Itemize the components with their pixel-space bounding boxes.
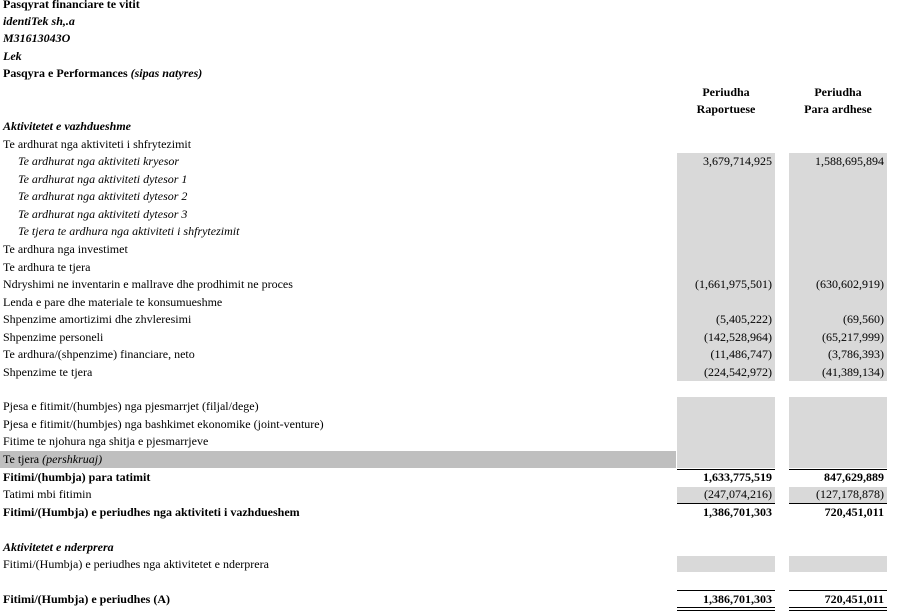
column-header-current xyxy=(677,84,775,118)
column-header-prior-line2: Para ardhese xyxy=(804,102,872,116)
statement-row xyxy=(0,451,900,468)
row-label: Fitimi/(humbja) para tatimit xyxy=(3,470,151,484)
row-label: Tatimi mbi fitimin xyxy=(3,487,92,501)
value-current: 1,633,775,519 xyxy=(703,470,772,484)
column-header-prior-line1: Periudha xyxy=(814,85,862,99)
column-header-prior xyxy=(789,84,887,118)
row-label: Te ardhura/(shpenzime) financiare, neto xyxy=(3,347,195,361)
row-label: Pjesa e fitimit/(humbjes) nga bashkimet ekonomike (joint-venture) xyxy=(3,417,324,431)
statement-row xyxy=(0,153,900,170)
row-label: Shpenzime amortizimi dhe zhvleresimi xyxy=(3,312,192,326)
statement-row xyxy=(0,433,900,450)
section-continuing xyxy=(0,118,900,135)
value-current: (11,486,747) xyxy=(710,347,772,361)
row-label: Fitimi/(Humbja) e periudhes nga aktivitetet e nderprera xyxy=(3,557,269,571)
statement-row xyxy=(0,241,900,258)
statement-row xyxy=(0,188,900,205)
row-label: Shpenzime te tjera xyxy=(3,365,93,379)
column-header-current-line1: Periudha xyxy=(702,85,750,99)
row-label: Te ardhurat nga aktiviteti dytesor 2 xyxy=(18,189,188,203)
row-label: Aktivitetet e nderprera xyxy=(3,540,114,554)
statement-title-text: Pasqyra e Performances xyxy=(3,66,128,80)
value-prior: (65,217,999) xyxy=(822,330,884,344)
total-row-period xyxy=(0,591,900,608)
row-label: Ndryshimi ne inventarin e mallrave dhe prodhimit ne proces xyxy=(3,277,293,291)
row-label: Te ardhurat nga aktiviteti dytesor 3 xyxy=(18,207,188,221)
statement-row xyxy=(0,294,900,311)
row-label: Te ardhurat nga aktiviteti i shfrytezimit xyxy=(3,137,192,151)
value-prior: (3,786,393) xyxy=(828,347,884,361)
row-label: Pjesa e fitimit/(humbjes) nga pjesmarrjet (filjal/dege) xyxy=(3,399,259,413)
value-current: (1,661,975,501) xyxy=(695,277,772,291)
statement-row xyxy=(0,556,900,573)
row-label-note: (pershkruaj) xyxy=(42,452,103,466)
final-double-line-prior xyxy=(789,607,887,611)
final-double-line-current xyxy=(677,607,775,611)
total-row-before-tax xyxy=(0,469,900,486)
value-prior: (69,560) xyxy=(843,312,884,326)
value-current: (247,074,216) xyxy=(704,487,772,501)
statement-row xyxy=(0,398,900,415)
statement-row xyxy=(0,276,900,293)
value-prior: (41,389,134) xyxy=(822,365,884,379)
statement-title xyxy=(3,65,202,82)
row-label: Te ardhurat nga aktiviteti dytesor 1 xyxy=(18,172,188,186)
value-current: (142,528,964) xyxy=(704,330,772,344)
value-prior: 1,588,695,894 xyxy=(815,154,884,168)
row-label: Lenda e pare dhe materiale te konsumueshme xyxy=(3,295,223,309)
value-prior: 847,629,889 xyxy=(824,470,884,484)
statement-row xyxy=(0,364,900,381)
row-label: Te tjera te ardhura nga aktiviteti i shfrytezimit xyxy=(18,224,240,238)
value-current: 1,386,701,303 xyxy=(703,592,772,606)
statement-row xyxy=(0,206,900,223)
total-row-continuing xyxy=(0,504,900,521)
currency-label: Lek xyxy=(3,49,22,63)
statement-row xyxy=(0,136,900,153)
row-label: Shpenzime personeli xyxy=(3,330,104,344)
statement-row xyxy=(0,346,900,363)
company-name: identiTek sh,.a xyxy=(3,14,75,28)
value-prior: (630,602,919) xyxy=(816,277,884,291)
company-nipt: M31613043O xyxy=(3,31,71,45)
statement-row xyxy=(0,329,900,346)
statement-row xyxy=(0,416,900,433)
value-prior: (127,178,878) xyxy=(816,487,884,501)
value-current: (224,542,972) xyxy=(704,365,772,379)
row-label: Fitimi/(Humbja) e periudhes nga aktiviteti i vazhdueshem xyxy=(3,505,300,519)
row-label: Te ardhura te tjera xyxy=(3,260,91,274)
statement-row xyxy=(0,486,900,503)
row-label: Te ardhura nga investimet xyxy=(3,242,128,256)
statement-row xyxy=(0,311,900,328)
row-label xyxy=(3,451,102,468)
statement-subtitle: (sipas natyres) xyxy=(130,66,203,80)
value-current: (5,405,222) xyxy=(716,312,772,326)
statement-row xyxy=(0,223,900,240)
value-prior: 720,451,011 xyxy=(824,505,884,519)
row-label-text: Te tjera xyxy=(3,452,40,466)
row-label: Aktivitetet e vazhdueshme xyxy=(3,119,131,133)
column-header-current-line2: Raportuese xyxy=(696,102,756,116)
statement-row xyxy=(0,171,900,188)
report-title: Pasqyrat financiare te vitit xyxy=(3,0,140,11)
value-current: 3,679,714,925 xyxy=(703,154,772,168)
value-prior: 720,451,011 xyxy=(824,592,884,606)
row-label: Te ardhurat nga aktiviteti kryesor xyxy=(18,154,180,168)
value-current: 1,386,701,303 xyxy=(703,505,772,519)
row-label: Fitime te njohura nga shitja e pjesmarrjeve xyxy=(3,434,209,448)
row-label: Fitimi/(Humbja) e periudhes (A) xyxy=(3,592,170,606)
statement-row xyxy=(0,259,900,276)
section-discontinued xyxy=(0,539,900,556)
